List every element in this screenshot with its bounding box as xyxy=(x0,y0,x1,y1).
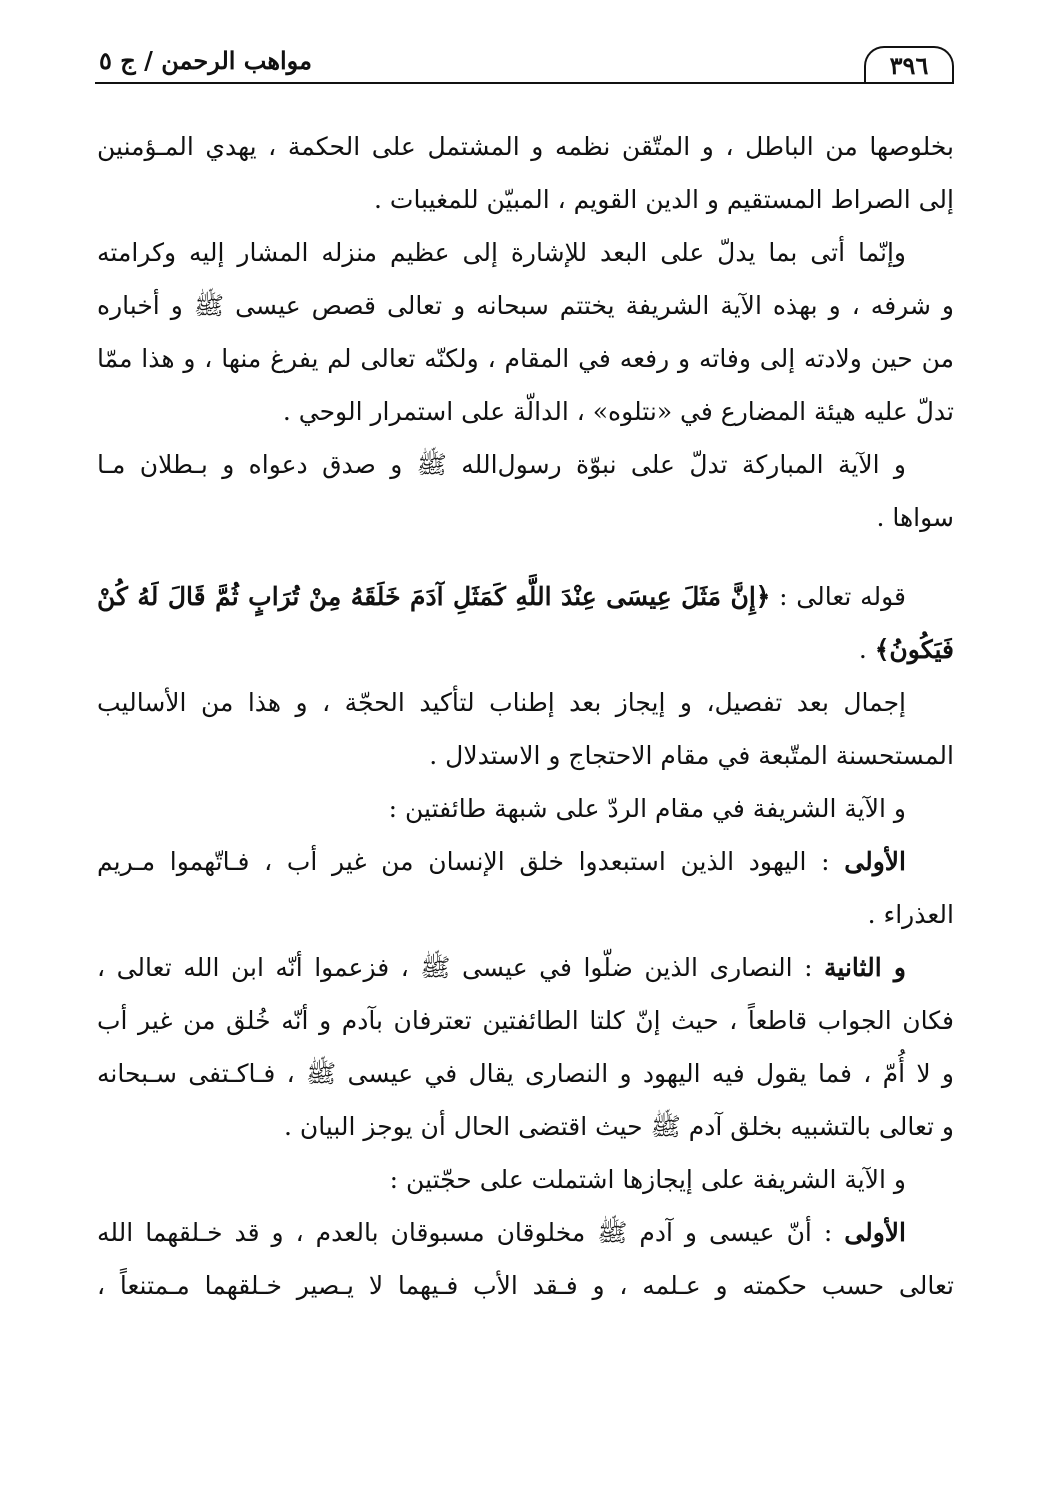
point-text: : أنّ عيسى و آدم ﷺ مخلوقان مسبوقان بالعدم ، و قد خـلقهما الله xyxy=(97,1218,845,1247)
point-heading: و الثانية xyxy=(824,953,906,982)
text-line: سواها . xyxy=(876,503,954,532)
text-line: و شرفه ، و بهذه الآية الشريفة يختتم سبحانه و تعالى قصص عيسى ﷺ و أخباره xyxy=(97,291,954,320)
text-line: بخلوصها من الباطل ، و المتّقن نظمه و المشتمل على الحكمة ، يهدي المـؤمنين xyxy=(97,132,954,161)
book-title: مواهب الرحمن / ج ٥ xyxy=(99,46,312,75)
text-line: و الآية المباركة تدلّ على نبوّة رسول‌الله ﷺ و صدق دعواه و بـطلان مـا xyxy=(97,450,906,479)
text-line xyxy=(97,941,954,994)
point-heading: الأولى xyxy=(844,847,906,876)
quran-verse: ﴿إِنَّ مَثَلَ عِيسَى عِنْدَ اللَّهِ كَمَثَلِ آدَمَ خَلَقَهُ مِنْ تُرَابٍ ثُمَّ قَالَ لَهُ كُنْ xyxy=(97,582,771,611)
point-text: : اليهود الذين استبعدوا خلق الإنسان من غير أب ، فـاتّهموا مـريم xyxy=(97,847,845,876)
text-line: تعالى حسب حكمته و عـلمه ، و فـقد الأب فـيهما لا يـصير خـلقهما مـمتنعاً ، xyxy=(97,1271,954,1300)
text-line: و الآية الشريفة في مقام الردّ على شبهة طائفتين : xyxy=(388,794,906,823)
text-line: وإنّما أتى بما يدلّ على البعد للإشارة إلى عظيم منزله المشار إليه وكرامته xyxy=(97,238,906,267)
text-line: تدلّ عليه هيئة المضارع في «نتلوه» ، الدالّة على استمرار الوحي . xyxy=(282,397,954,426)
text-line: فكان الجواب قاطعاً ، حيث إنّ كلتا الطائفتين تعترفان بآدم و أنّه خُلق من غير أب xyxy=(97,1006,954,1035)
text-line: إلى الصراط المستقيم و الدين القويم ، المبيّن للمغيبات . xyxy=(374,185,954,214)
text-line: و لا أُمّ ، فما يقول فيه اليهود و النصارى يقال في عيسى ﷺ ، فـاكـتفى سـبحانه xyxy=(97,1059,954,1088)
text-line xyxy=(97,1206,954,1259)
text-line: و الآية الشريفة على إيجازها اشتملت على حجّتين : xyxy=(389,1165,906,1194)
verse-intro: قوله تعالى : xyxy=(770,582,906,611)
text-line: و تعالى بالتشبيه بخلق آدم ﷺ حيث اقتضى الحال أن يوجز البيان . xyxy=(283,1112,954,1141)
verse-line xyxy=(97,570,954,623)
text-line: المستحسنة المتّبعة في مقام الاحتجاج و الاستدلال . xyxy=(429,741,954,770)
page-header xyxy=(95,38,954,84)
verse-line xyxy=(97,623,954,676)
paragraph-gap xyxy=(97,544,954,570)
verse-tail: . xyxy=(858,635,875,664)
text-line: من حين ولادته إلى وفاته و رفعه في المقام ، ولكنّه تعالى لم يفرغ منها ، و هذا ممّا xyxy=(97,344,954,373)
text-line xyxy=(97,835,954,888)
quran-verse: فَيَكُونُ﴾ xyxy=(874,635,954,664)
page-number: ٣٩٦ xyxy=(864,46,954,82)
text-line: إجمال بعد تفصيل، و إيجاز بعد إطناب لتأكيد الحجّة ، و هذا من الأساليب xyxy=(97,688,906,717)
header-rule xyxy=(95,82,954,84)
point-text: : النصارى الذين ضلّوا في عيسى ﷺ ، فزعموا أنّه ابن الله تعالى ، xyxy=(97,953,825,982)
page-body xyxy=(97,120,954,1312)
point-heading: الأولى xyxy=(844,1218,906,1247)
text-line: العذراء . xyxy=(867,900,954,929)
